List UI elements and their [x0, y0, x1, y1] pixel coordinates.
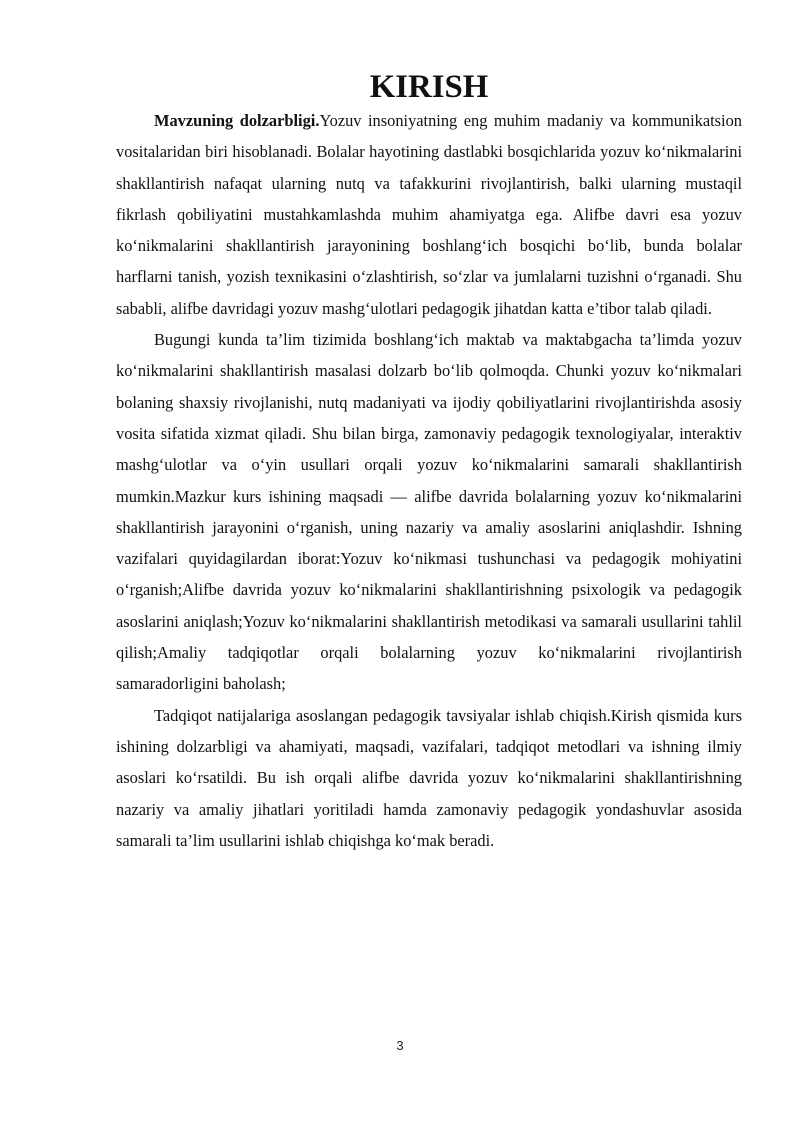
section-title: KIRISH [369, 69, 489, 105]
page-content [116, 69, 743, 856]
paragraph-relevance [116, 105, 742, 324]
page-number: 3 [396, 1038, 404, 1053]
paragraph-goals: Bugungi kunda ta’lim tizimida boshlang‘ich maktab va maktabgacha ta’limda yozuv ko‘nikmalarini shakllantirish masalasi dolzarb bo‘lib qolmoqda. Chunki yozuv ko‘nikmalari bolaning shaxsiy rivojlanishi, nutq madaniyati va ijodiy qobiliyatlarini rivojlantirishda asosiy vosita sifatida xizmat qiladi. Shu bilan birga, zamonaviy pedagogik texnologiyalar, interaktiv mashg‘ulotlar va o‘yin usullari orqali yozuv ko‘nikmalarini samarali shakllantirish mumkin.Mazkur kurs ishining maqsadi — alifbe davrida bolalarning yozuv ko‘nikmalarini shakllantirish jarayonini o‘rganish, uning nazariy va amaliy asoslarini aniqlashdir. Ishning vazifalari quyidagilardan iborat:Yozuv ko‘nikmasi tushunchasi va pedagogik mohiyatini o‘rganish;Alifbe davrida yozuv ko‘nikmalarini shakllantirishning psixologik va pedagogik asoslarini aniqlash;Yozuv ko‘nikmalarini shakllantirish metodikasi va samarali usullarini tahlil qilish;Amaliy tadqiqotlar orqali bolalarning yozuv ko‘nikmalarini rivojlantirish samaradorligini baholash; [116, 330, 742, 694]
paragraph-recommendations: Tadqiqot natijalariga asoslangan pedagogik tavsiyalar ishlab chiqish.Kirish qismida kurs ishining dolzarbligi va ahamiyati, maqsadi, vazifalari, tadqiqot metodlari va ishning ilmiy asoslari ko‘rsatildi. Bu ish orqali alifbe davrida yozuv ko‘nikmalarini shakllantirishning nazariy va amaliy jihatlari yoritiladi hamda zamonaviy pedagogik yondashuvlar asosida samarali ta’lim usullarini ishlab chiqishga ko‘mak beradi. [116, 705, 742, 850]
paragraph-relevance-text: Yozuv insoniyatning eng muhim madaniy va kommunikatsion vositalaridan biri hisoblanadi. Bolalar hayotining dastlabki bosqichlarida yozuv ko‘nikmalarini shakllantirish nafaqat ularning nutq va tafakkurini rivojlantirish, balki ularning mustaqil fikrlash qobiliyatini mustahkamlashda muhim ahamiyatga ega. Alifbe davri esa yozuv ko‘nikmalarini shakllantirish jarayonining boshlang‘ich bosqichi bo‘lib, bunda bolalar harflarni tanish, yozish texnikasini o‘zlashtirish, so‘zlar va jumlalarni tuzishni o‘rganadi. Shu sababli, alifbe davridagi yozuv mashg‘ulotlari pedagogik jihatdan katta e’tibor talab qiladi. [116, 111, 743, 318]
paragraph-lead: Mavzuning dolzarbligi. [154, 111, 320, 130]
